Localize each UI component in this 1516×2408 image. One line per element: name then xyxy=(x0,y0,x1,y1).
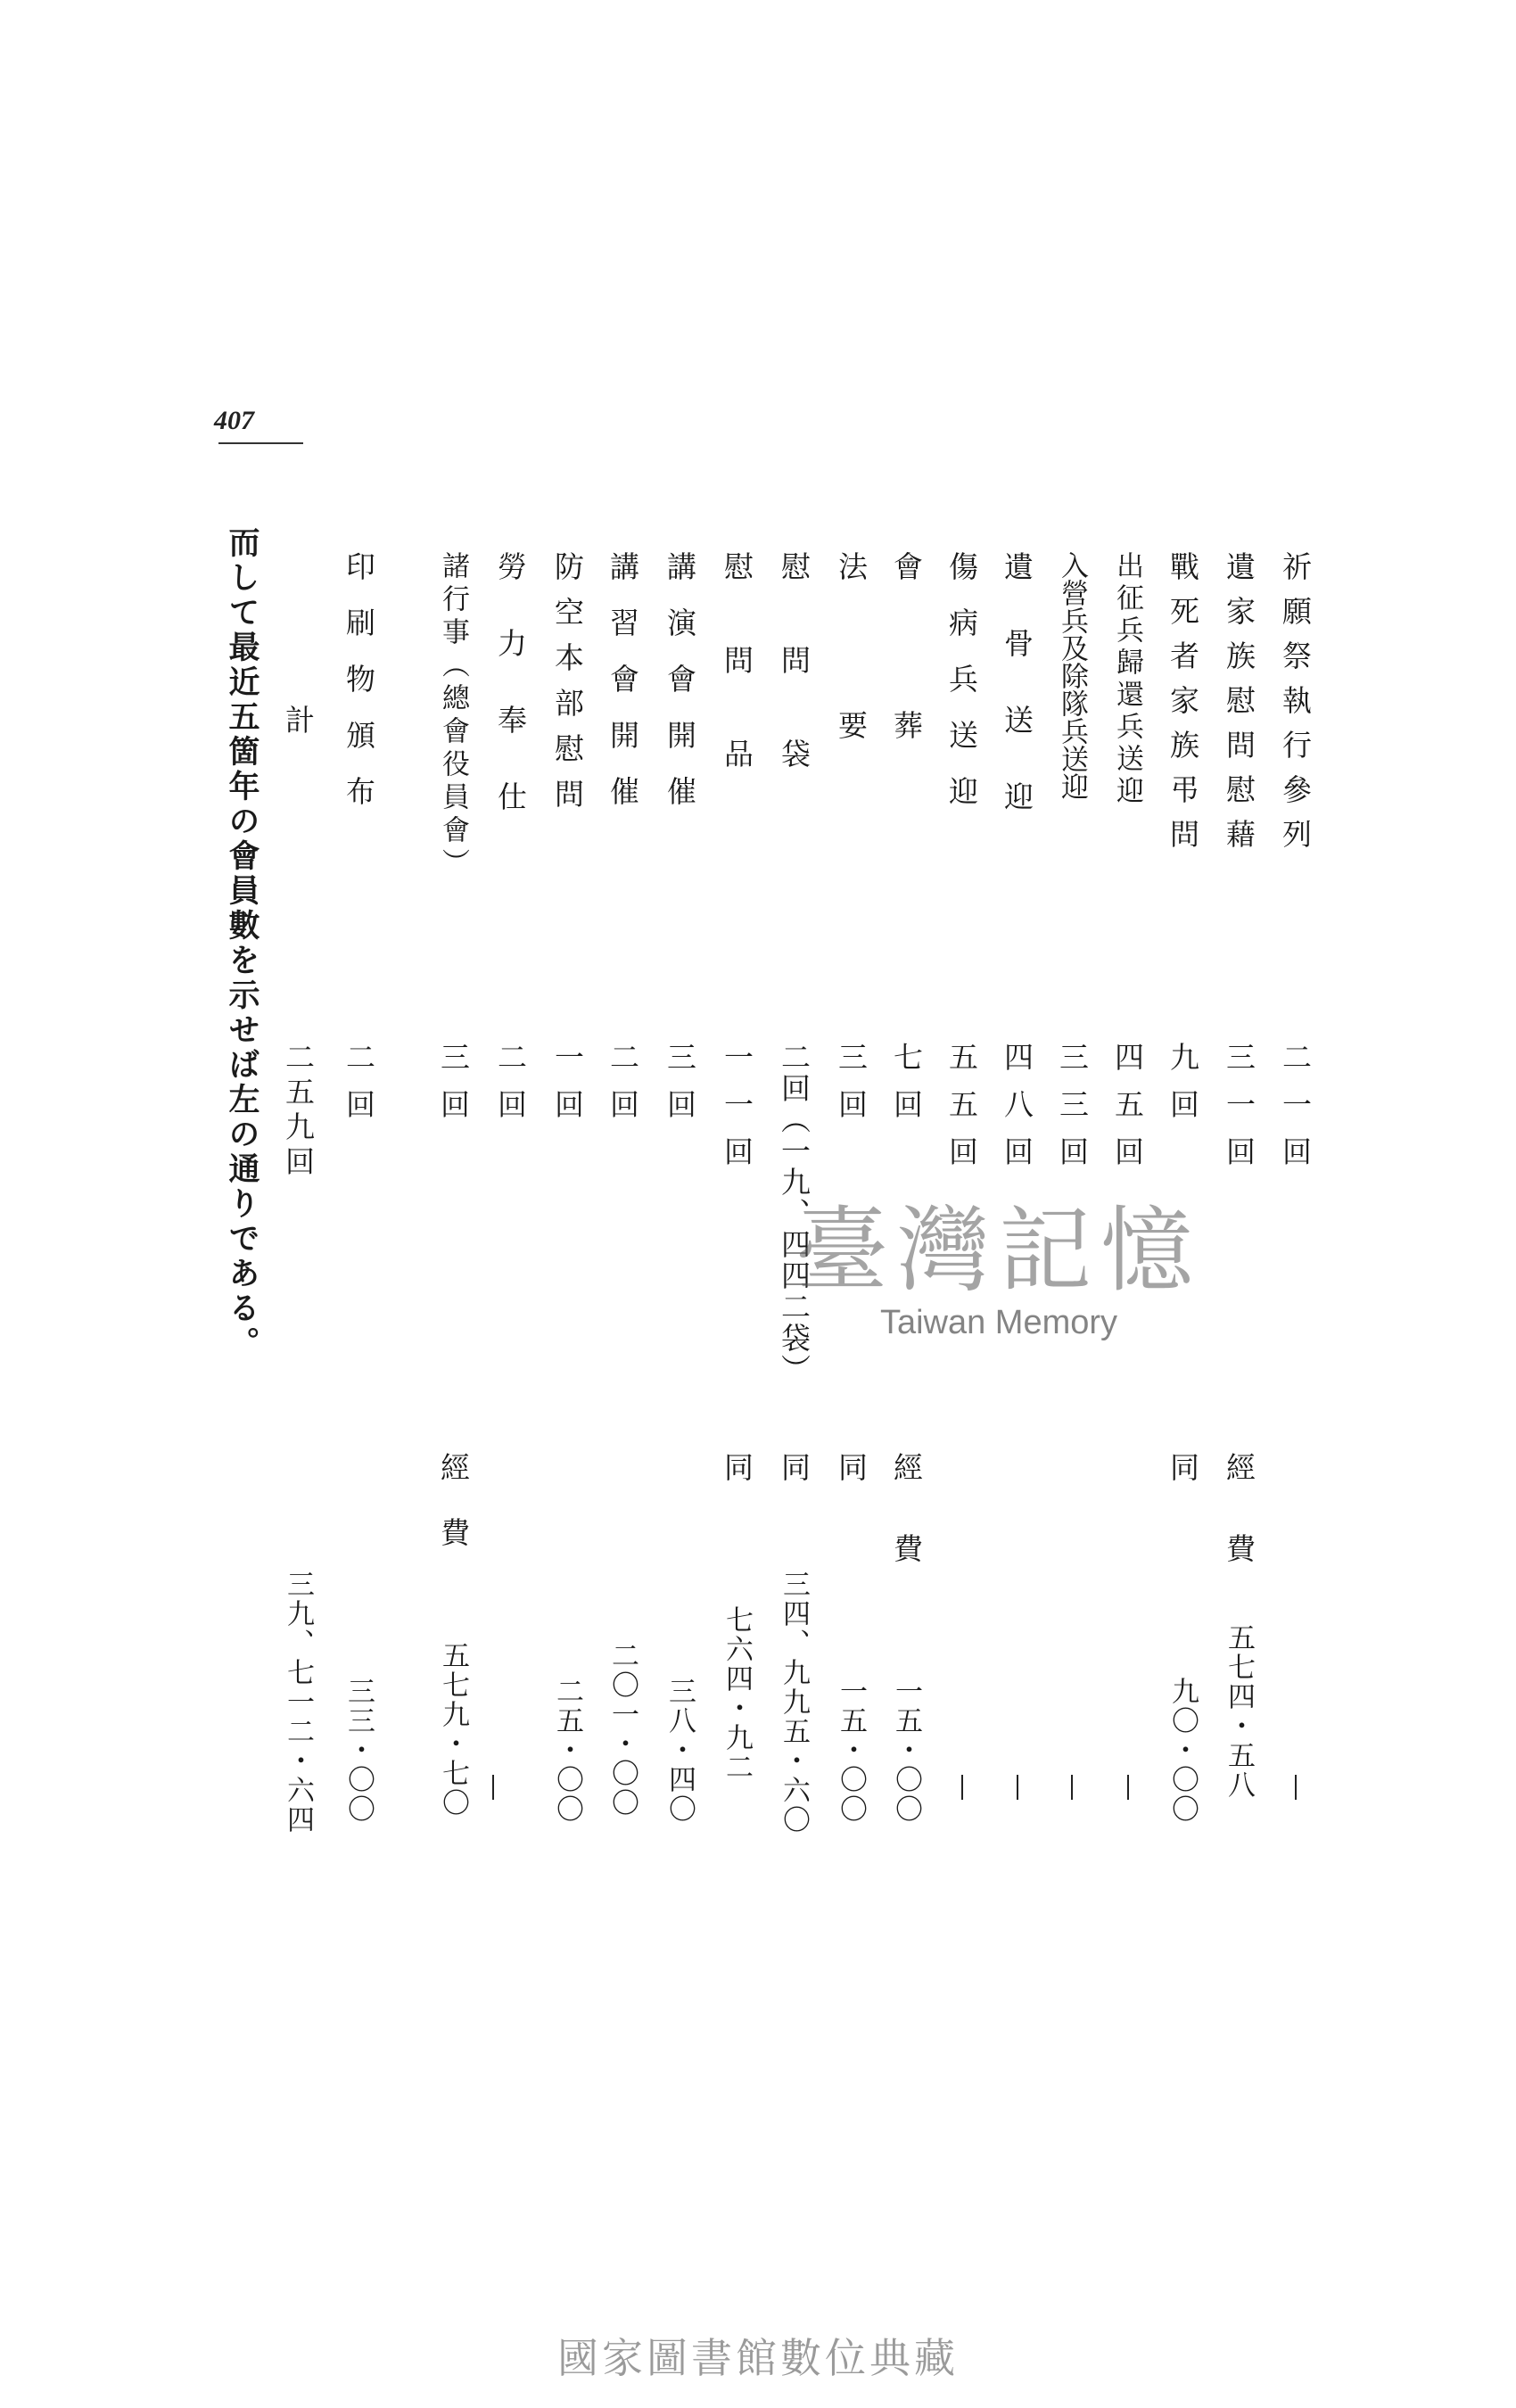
row-item: 諸行事（總會役員會） xyxy=(437,551,469,881)
row-count: 二回 xyxy=(606,1042,640,1136)
watermark-title: 臺灣記憶 xyxy=(795,1196,1202,1305)
row-item: 遺骨送迎 xyxy=(1000,551,1034,858)
row-dash xyxy=(1017,1775,1018,1800)
row-item: 慰問品 xyxy=(720,551,754,832)
row-count: 九回 xyxy=(1166,1042,1200,1136)
row-amount: 二五・〇〇 xyxy=(551,1677,583,1824)
row-item: 印刷物頒布 xyxy=(342,551,376,832)
row-item: 法要 xyxy=(834,551,869,869)
row-count: 三一回 xyxy=(1222,1042,1256,1183)
row-item: 入營兵及除隊兵送迎 xyxy=(1056,551,1088,800)
row-dash xyxy=(1127,1775,1129,1800)
row-count: 二一回 xyxy=(1278,1042,1313,1183)
row-label: 同 xyxy=(834,1452,869,1533)
row-count: 二回 xyxy=(342,1042,376,1136)
row-label: 同 xyxy=(1166,1452,1200,1533)
row-item: 傷病兵送迎 xyxy=(944,551,979,832)
row-amount: 一五・〇〇 xyxy=(890,1677,922,1824)
row-amount: 五七九・七〇 xyxy=(437,1641,469,1818)
row-count: 三回 xyxy=(663,1042,697,1136)
row-count: 三回 xyxy=(436,1042,471,1136)
row-amount: 三九、七一二・六四 xyxy=(282,1570,314,1835)
row-dash xyxy=(961,1775,963,1800)
row-count: 四八回 xyxy=(1000,1042,1034,1183)
row-label: 經費 xyxy=(436,1452,471,1582)
row-amount: 九〇・〇〇 xyxy=(1166,1677,1199,1824)
row-item: 勞力奉仕 xyxy=(493,551,528,858)
row-item: 會葬 xyxy=(889,551,924,869)
row-dash xyxy=(1071,1775,1073,1800)
row-item: 祈願祭執行參列 xyxy=(1278,551,1313,863)
page-number-underline xyxy=(218,442,303,444)
row-count: 三回 xyxy=(834,1042,869,1136)
row-amount: 五七四・五八 xyxy=(1223,1623,1255,1800)
row-item: 講習會開催 xyxy=(606,551,640,832)
row-item: 防空本部慰問 xyxy=(550,551,585,824)
row-count: 二回（一九、四四二袋） xyxy=(777,1042,812,1385)
watermark xyxy=(749,1196,1248,1365)
row-count: 四五回 xyxy=(1110,1042,1145,1183)
row-amount: 二〇一・〇〇 xyxy=(606,1641,639,1818)
row-count: 五五回 xyxy=(944,1042,979,1183)
row-count: 三三回 xyxy=(1055,1042,1090,1183)
row-item: 出征兵歸還兵送迎 xyxy=(1111,551,1143,808)
row-item: 遺家族慰問慰藉 xyxy=(1222,551,1256,863)
page-number: 407 xyxy=(214,406,254,435)
caption-text: 而して最近五箇年の會員數を示せば左の通りである。 xyxy=(224,526,260,1361)
row-item: 戰死者家族弔問 xyxy=(1166,551,1200,863)
row-amount: 七六四・九二 xyxy=(721,1605,753,1782)
row-count: 一一回 xyxy=(720,1042,754,1183)
row-dash xyxy=(492,1775,494,1800)
footer-credit: 國家圖書館數位典藏 xyxy=(557,2334,959,2382)
watermark-subtitle: Taiwan Memory xyxy=(879,1304,1118,1341)
row-count: 二五九回 xyxy=(281,1042,316,1181)
row-item: 講演會開催 xyxy=(663,551,697,832)
row-count: 七回 xyxy=(889,1042,924,1136)
row-item: 慰問袋 xyxy=(777,551,812,832)
row-amount: 一五・〇〇 xyxy=(835,1677,867,1824)
row-label: 經費 xyxy=(889,1452,924,1614)
row-amount: 三三・〇〇 xyxy=(342,1677,375,1824)
row-count: 二回 xyxy=(493,1042,528,1136)
row-item: 計 xyxy=(281,705,316,749)
row-label: 同 xyxy=(720,1452,754,1533)
row-amount: 三四、九九五・六〇 xyxy=(778,1570,810,1835)
row-label: 同 xyxy=(777,1452,812,1533)
row-dash xyxy=(1295,1775,1297,1800)
row-count: 一回 xyxy=(550,1042,585,1136)
row-label: 經費 xyxy=(1222,1452,1256,1614)
row-amount: 三八・四〇 xyxy=(663,1677,696,1824)
